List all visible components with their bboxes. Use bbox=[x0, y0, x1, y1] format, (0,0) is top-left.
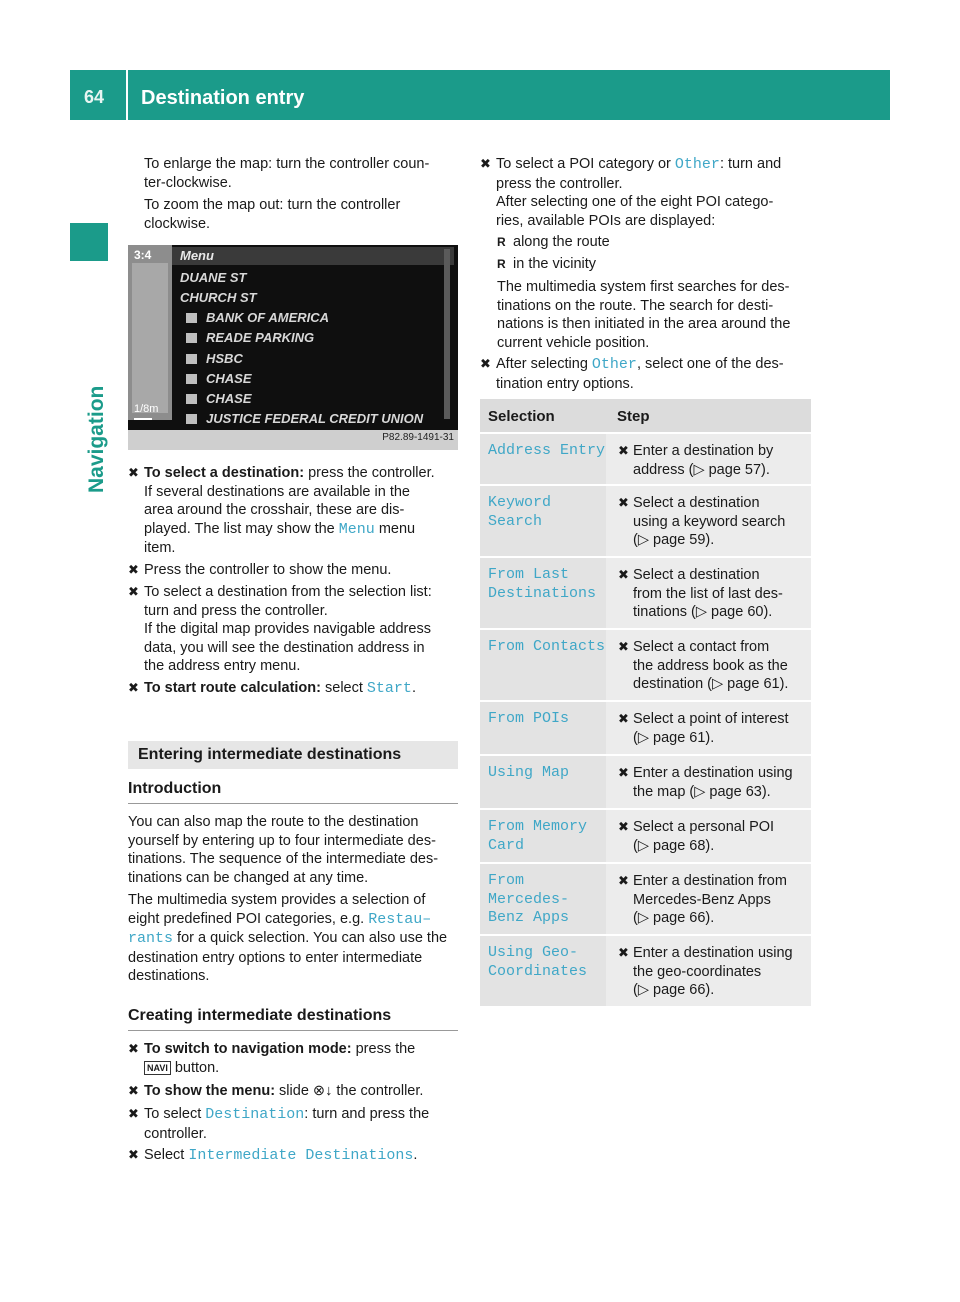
subheading-introduction: Introduction bbox=[128, 780, 222, 797]
text-line: Enter a destination by bbox=[633, 443, 774, 459]
text-line: (▷ page 66). bbox=[633, 910, 715, 926]
screen-list-item bbox=[186, 391, 252, 406]
map-strip-inner bbox=[132, 263, 168, 413]
text-line: (▷ page 68). bbox=[633, 837, 715, 854]
selection-label: Benz Apps bbox=[488, 909, 570, 926]
bold-label: To select a destination: bbox=[144, 465, 305, 481]
text: press the bbox=[351, 1041, 416, 1057]
selection-label: From Contacts bbox=[488, 638, 606, 655]
text-line: nations is then initiated in the area around the bbox=[497, 316, 791, 332]
text-line: yourself by entering up to four intermediate des- bbox=[128, 832, 436, 849]
side-tab-block bbox=[70, 223, 108, 261]
selection-cell bbox=[480, 486, 606, 556]
text-line: destination entry options to enter intermediate bbox=[128, 949, 423, 966]
text-line: Enter a destination from bbox=[633, 873, 787, 889]
table-row bbox=[480, 432, 811, 486]
screen-item-label: JUSTICE FEDERAL CREDIT UNION bbox=[206, 411, 424, 426]
text-line: destinations. bbox=[128, 968, 210, 984]
screen-list-item bbox=[186, 330, 314, 345]
step-arrow-icon: ✖ bbox=[618, 711, 629, 726]
step-arrow-icon: ✖ bbox=[618, 639, 629, 654]
text: played. The list may show the bbox=[144, 520, 339, 537]
text-line: Select a contact from bbox=[633, 639, 770, 655]
selection-label: Search bbox=[488, 512, 543, 530]
selection-label: From Memory bbox=[488, 818, 588, 835]
text-line: (▷ page 66). bbox=[633, 982, 715, 998]
text-line: current vehicle position. bbox=[497, 334, 650, 351]
text-line: tination entry options. bbox=[496, 375, 634, 392]
text-line: Select a destination bbox=[633, 495, 760, 511]
selection-label: Using Map bbox=[488, 764, 570, 781]
text-line: ter-clockwise. bbox=[144, 174, 232, 191]
table-row bbox=[480, 628, 811, 700]
intermediate-destinations-code: Intermediate Destinations bbox=[188, 1147, 414, 1164]
step-arrow-icon: ✖ bbox=[128, 1106, 139, 1121]
text-line: Enter a destination using bbox=[633, 765, 793, 781]
text: To select a POI category or bbox=[496, 156, 675, 172]
navi-button-icon: NAVI bbox=[144, 1061, 171, 1075]
map-scale: 1/8m bbox=[134, 403, 159, 415]
step-arrow-icon: ✖ bbox=[618, 765, 629, 780]
other-code: Other bbox=[591, 356, 637, 373]
step-arrow-icon: ✖ bbox=[618, 819, 629, 834]
header-divider bbox=[126, 70, 128, 120]
divider bbox=[128, 803, 458, 804]
text-line: press the controller. bbox=[496, 175, 623, 192]
screen-item-label: READE PARKING bbox=[206, 330, 315, 345]
step-arrow-icon: ✖ bbox=[128, 680, 139, 695]
selection-cell bbox=[480, 936, 606, 1006]
text-line: tinations. The sequence of the intermediate des- bbox=[128, 851, 439, 867]
selection-cell bbox=[480, 864, 606, 934]
text-line: If the digital map provides navigable address bbox=[144, 621, 431, 637]
step-arrow-icon: ✖ bbox=[480, 156, 491, 171]
text: for a quick selection. You can also use the bbox=[173, 930, 448, 946]
image-code: P82.89-1491-31 bbox=[382, 432, 454, 443]
controller-slide-icon: ⊗↓ bbox=[312, 1083, 333, 1099]
text-line: turn and press the controller. bbox=[144, 602, 328, 619]
navigation-screen-image bbox=[128, 245, 458, 450]
text-line: To zoom the map out: turn the controller bbox=[144, 197, 401, 213]
side-tab-label: Navigation bbox=[85, 385, 108, 493]
text-line: tinations can be changed at any time. bbox=[128, 869, 369, 886]
selection-cell bbox=[480, 810, 606, 862]
text: , select one of the des- bbox=[636, 356, 784, 372]
start-code: Start bbox=[366, 680, 412, 697]
section-heading: Entering intermediate destinations bbox=[138, 746, 402, 763]
text-line: To select a destination from the selection list: bbox=[144, 584, 432, 600]
text-line: Enter a destination using bbox=[633, 945, 793, 961]
text: To select bbox=[144, 1106, 206, 1122]
menu-code: Menu bbox=[338, 520, 375, 538]
table-row bbox=[480, 754, 811, 808]
bullet-icon: R bbox=[497, 257, 506, 271]
text: Select bbox=[144, 1147, 189, 1163]
text-line: Mercedes-Benz Apps bbox=[633, 891, 771, 908]
table-row bbox=[480, 862, 811, 934]
text-line: After selecting one of the eight POI catego- bbox=[496, 194, 774, 210]
bold-label: To start route calculation: bbox=[144, 680, 321, 696]
text-line: the address entry menu. bbox=[144, 658, 301, 674]
text-line: controller. bbox=[144, 1125, 207, 1142]
poi-icon bbox=[186, 313, 197, 323]
bold-label: To switch to navigation mode: bbox=[144, 1041, 352, 1057]
screen-item-label: HSBC bbox=[206, 351, 243, 366]
text-line: (▷ page 61). bbox=[633, 729, 715, 746]
column-header-selection: Selection bbox=[488, 408, 555, 425]
text: . bbox=[411, 680, 416, 696]
text-line: Select a point of interest bbox=[633, 711, 789, 727]
selection-label: Destinations bbox=[488, 584, 597, 602]
text-line: item. bbox=[144, 540, 176, 556]
selection-label: From bbox=[488, 872, 525, 889]
step-arrow-icon: ✖ bbox=[128, 1147, 139, 1162]
text-line: The multimedia system first searches for des- bbox=[497, 279, 790, 295]
step-arrow-icon: ✖ bbox=[128, 1041, 139, 1056]
menu-bar bbox=[172, 247, 454, 265]
selection-label: Address Entry bbox=[488, 442, 606, 459]
selection-label: Mercedes- bbox=[488, 890, 570, 908]
column-header-step: Step bbox=[617, 408, 650, 425]
text: eight predefined POI categories, e.g. bbox=[128, 910, 369, 927]
selection-label: Card bbox=[488, 836, 525, 854]
text-line: The multimedia system provides a selection of bbox=[128, 892, 426, 908]
divider bbox=[128, 1030, 458, 1031]
parking-icon bbox=[186, 333, 197, 343]
step-arrow-icon: ✖ bbox=[618, 443, 629, 458]
selection-cell bbox=[480, 702, 606, 754]
text: press the controller. bbox=[304, 465, 435, 481]
text-line: address (▷ page 57). bbox=[633, 461, 770, 478]
screen-item-label: BANK OF AMERICA bbox=[206, 310, 330, 325]
text: along the route bbox=[513, 234, 610, 250]
scale-line bbox=[134, 418, 152, 420]
text-line: using a keyword search bbox=[633, 513, 786, 530]
text-line: data, you will see the destination address in bbox=[144, 639, 425, 656]
section-heading-band bbox=[128, 741, 458, 769]
text: button. bbox=[170, 1059, 220, 1076]
table-row bbox=[480, 556, 811, 628]
zoom-out-text bbox=[144, 196, 400, 233]
bold-label: To show the menu: bbox=[144, 1083, 276, 1099]
map-scale-badge: 3:4 bbox=[134, 248, 152, 262]
screen-menu-title: Menu bbox=[180, 248, 214, 263]
step-arrow-icon: ✖ bbox=[480, 356, 491, 371]
poi-icon bbox=[186, 414, 197, 424]
intro-paragraph-1 bbox=[128, 813, 438, 887]
text-line: area around the crosshair, these are dis- bbox=[144, 502, 405, 518]
table-row bbox=[480, 808, 811, 862]
step-arrow-icon: ✖ bbox=[618, 873, 629, 888]
step-arrow-icon: ✖ bbox=[618, 495, 629, 510]
step-arrow-icon: ✖ bbox=[128, 1083, 139, 1098]
text-line: If several destinations are available in the bbox=[144, 483, 410, 500]
restaurants-code: Restau– bbox=[368, 910, 432, 928]
table-row bbox=[480, 934, 811, 1006]
screen-list-item bbox=[186, 371, 252, 386]
text: the controller. bbox=[332, 1083, 424, 1099]
selection-cell bbox=[480, 558, 606, 628]
subheading-creating: Creating intermediate destinations bbox=[128, 1007, 392, 1024]
screen-item-label: CHASE bbox=[206, 371, 252, 386]
text: slide bbox=[275, 1083, 313, 1099]
text: : turn and bbox=[719, 156, 782, 172]
text-line: clockwise. bbox=[144, 215, 211, 232]
text: After selecting bbox=[496, 356, 592, 372]
step-arrow-icon: ✖ bbox=[128, 584, 139, 599]
page-header bbox=[70, 70, 890, 120]
selection-cell bbox=[480, 434, 606, 486]
text: . bbox=[413, 1147, 418, 1163]
selection-cell bbox=[480, 630, 606, 700]
search-explanation bbox=[497, 278, 790, 352]
restaurants-code: rants bbox=[128, 930, 174, 947]
text-line: the map (▷ page 63). bbox=[633, 783, 771, 800]
text: : turn and press the bbox=[304, 1106, 430, 1122]
bullet-icon: R bbox=[497, 235, 506, 249]
text-line: Select a destination bbox=[633, 567, 760, 583]
screen-item-label: CHASE bbox=[206, 391, 252, 406]
text-line: To enlarge the map: turn the controller coun- bbox=[144, 156, 430, 172]
text: Press the controller to show the menu. bbox=[144, 562, 392, 578]
table-row bbox=[480, 484, 811, 556]
text-line: destination (▷ page 61). bbox=[633, 676, 789, 692]
screen-list-item bbox=[186, 411, 423, 426]
text-line: ries, available POIs are displayed: bbox=[496, 212, 716, 229]
step-arrow-icon: ✖ bbox=[618, 945, 629, 960]
text-line: tinations (▷ page 60). bbox=[633, 604, 773, 620]
step-arrow-icon: ✖ bbox=[618, 567, 629, 582]
selection-label: From POIs bbox=[488, 710, 570, 727]
other-code: Other bbox=[674, 156, 720, 173]
table-header bbox=[480, 399, 811, 432]
screen-scrollbar bbox=[444, 249, 450, 419]
selection-label: Keyword bbox=[488, 494, 552, 511]
selection-cell bbox=[480, 756, 606, 808]
text: select bbox=[320, 680, 367, 696]
screen-list-item: DUANE ST bbox=[180, 270, 247, 285]
text: menu bbox=[374, 520, 416, 537]
selection-label: Coordinates bbox=[488, 962, 588, 980]
intro-paragraph-2 bbox=[128, 891, 447, 986]
zoom-in-text bbox=[144, 155, 429, 192]
destination-code: Destination bbox=[205, 1106, 305, 1123]
poi-icon bbox=[186, 354, 197, 364]
text-line: the geo-coordinates bbox=[633, 963, 762, 980]
poi-icon bbox=[186, 394, 197, 404]
text-line: from the list of last des- bbox=[633, 585, 783, 602]
text-line: (▷ page 59). bbox=[633, 532, 715, 548]
text-line: Select a personal POI bbox=[633, 819, 775, 835]
poi-icon bbox=[186, 374, 197, 384]
selection-label: Using Geo- bbox=[488, 944, 579, 961]
screen-list-item: CHURCH ST bbox=[180, 290, 257, 305]
step-arrow-icon: ✖ bbox=[128, 465, 139, 480]
screen-list-item bbox=[186, 351, 243, 366]
text: in the vicinity bbox=[513, 256, 597, 272]
text-line: the address book as the bbox=[633, 657, 788, 674]
page-number: 64 bbox=[84, 87, 105, 107]
selection-label: From Last bbox=[488, 566, 570, 583]
text-line: tinations on the route. The search for desti- bbox=[497, 297, 774, 314]
table-row bbox=[480, 700, 811, 754]
step-arrow-icon: ✖ bbox=[128, 562, 139, 577]
text-line: You can also map the route to the destination bbox=[128, 814, 419, 830]
page-title: Destination entry bbox=[141, 87, 305, 109]
screen-list-item bbox=[186, 310, 329, 325]
